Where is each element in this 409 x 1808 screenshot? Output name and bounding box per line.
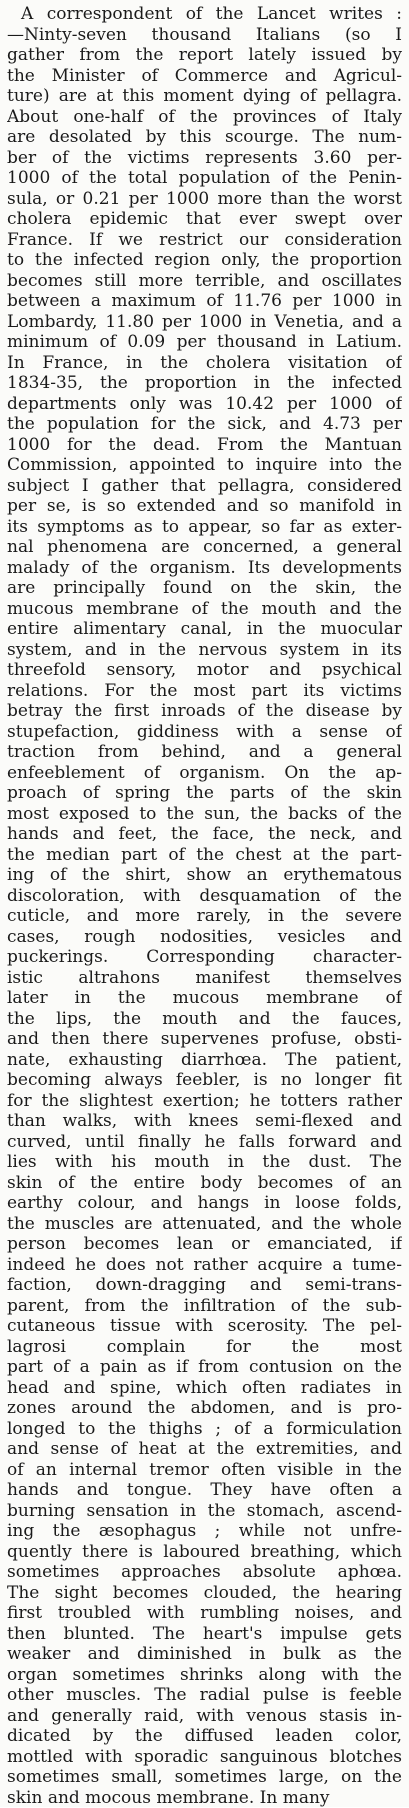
article-line: later in the mucous membrane of [7, 988, 402, 1009]
article-line: head and spine, which often radiates in [7, 1378, 402, 1399]
article-line: burning sensation in the stomach, ascend- [7, 1501, 402, 1522]
article-line: About one-half of the provinces of Italy [7, 107, 402, 128]
article-line: 1834-35, the proportion in the infected [7, 373, 402, 394]
article-line: sometimes small, sometimes large, on the [7, 1767, 402, 1788]
article-line: faction, down-dragging and semi-trans- [7, 1275, 402, 1296]
article-line: and generally raid, with venous stasis in- [7, 1706, 402, 1727]
article-line: and sense of heat at the extremities, and [7, 1439, 402, 1460]
article-line: nal phenomena are concerned, a general [7, 537, 402, 558]
article-line: longed to the thighs ; of a formiculation [7, 1419, 402, 1440]
article-line: skin of the entire body becomes of an [7, 1173, 402, 1194]
article-line: most exposed to the sun, the backs of the [7, 804, 402, 825]
article-line: per se, is so extended and so manifold in [7, 496, 402, 517]
article-line: for the slightest exertion; he totters rather [7, 1091, 402, 1112]
article-line: dicated by the diffused leaden color, [7, 1726, 402, 1747]
article-line: first troubled with rumbling noises, and [7, 1603, 402, 1624]
article-line: becoming always feebler, is no longer fit [7, 1070, 402, 1091]
article-line: sometimes approaches absolute aphœa. [7, 1562, 402, 1583]
article-line: The sight becomes clouded, the hearing [7, 1583, 402, 1604]
article-line: 1000 of the total population of the Penin- [7, 168, 402, 189]
article-line: part of a pain as if from contusion on the [7, 1357, 402, 1378]
article-line: entire alimentary canal, in the muocular [7, 619, 402, 640]
article-line: between a maximum of 11.76 per 1000 in [7, 291, 402, 312]
article-line: mottled with sporadic sanguinous blotches [7, 1747, 402, 1768]
article-line: are desolated by this scourge. The num- [7, 127, 402, 148]
article-line: relations. For the most part its victims [7, 681, 402, 702]
article-line: lagrosi complain for the most [7, 1337, 402, 1358]
article-line: than walks, with knees semi-flexed and [7, 1111, 402, 1132]
article-line: the muscles are attenuated, and the whole [7, 1214, 402, 1235]
article-line: quently there is laboured breathing, which [7, 1542, 402, 1563]
article-line: organ sometimes shrinks along with the [7, 1665, 402, 1686]
article-line: parent, from the infiltration of the sub- [7, 1296, 402, 1317]
article-line: puckerings. Corresponding character- [7, 947, 402, 968]
article-line: Commission, appointed to inquire into the [7, 455, 402, 476]
article-line: other muscles. The radial pulse is feeble [7, 1685, 402, 1706]
article-line: then blunted. The heart's impulse gets [7, 1624, 402, 1645]
article-line: its symptoms as to appear, so far as exter- [7, 517, 402, 538]
article-line: sula, or 0.21 per 1000 more than the worst [7, 189, 402, 210]
article-line: threefold sensory, motor and psychical [7, 660, 402, 681]
article-line: cutaneous tissue with scerosity. The pel- [7, 1316, 402, 1337]
article-line: hands and feet, the face, the neck, and [7, 824, 402, 845]
article-line: the median part of the chest at the part- [7, 845, 402, 866]
article-line: cholera epidemic that ever swept over [7, 209, 402, 230]
article-line: indeed he does not rather acquire a tume- [7, 1255, 402, 1276]
article-line: gather from the report lately issued by [7, 45, 402, 66]
article-line: Lombardy, 11.80 per 1000 in Venetia, and a [7, 312, 402, 333]
article-line: zones around the abdomen, and is pro- [7, 1398, 402, 1419]
article-line: nate, exhausting diarrhœa. The patient, [7, 1050, 402, 1071]
article-line: ing of the shirt, show an erythematous [7, 865, 402, 886]
article-line: and then there supervenes profuse, obsti- [7, 1029, 402, 1050]
article-line: to the infected region only, the proportion [7, 250, 402, 271]
article-line: enfeeblement of organism. On the ap- [7, 763, 402, 784]
article-line: are principally found on the skin, the [7, 578, 402, 599]
article-line: the lips, the mouth and the fauces, [7, 1009, 402, 1030]
article-line: cuticle, and more rarely, in the severe [7, 906, 402, 927]
article-line: mucous membrane of the mouth and the [7, 599, 402, 620]
article-line: earthy colour, and hangs in loose folds, [7, 1193, 402, 1214]
article-line: curved, until finally he falls forward and [7, 1132, 402, 1153]
article-line: —Ninty-seven thousand Italians (so I [7, 25, 402, 46]
article-line: betray the first inroads of the disease by [7, 701, 402, 722]
article-line: ing the æsophagus ; while not unfre- [7, 1521, 402, 1542]
article-line: the Minister of Commerce and Agricul- [7, 66, 402, 87]
article-line: of an internal tremor often visible in the [7, 1460, 402, 1481]
article-line: malady of the organism. Its developments [7, 558, 402, 579]
article-line: France. If we restrict our consideration [7, 230, 402, 251]
article-line: 1000 for the dead. From the Mantuan [7, 435, 402, 456]
article-line: proach of spring the parts of the skin [7, 783, 402, 804]
article-line: ture) are at this moment dying of pellagra. [7, 86, 402, 107]
article-line: discoloration, with desquamation of the [7, 886, 402, 907]
article-line: istic altrahons manifest themselves [7, 968, 402, 989]
article-line: weaker and diminished in bulk as the [7, 1644, 402, 1665]
article-column [7, 4, 402, 1808]
article-line: the population for the sick, and 4.73 per [7, 414, 402, 435]
article-line: departments only was 10.42 per 1000 of [7, 394, 402, 415]
article-line: becomes still more terrible, and oscillates [7, 271, 402, 292]
article-line: lies with his mouth in the dust. The [7, 1152, 402, 1173]
article-line: person becomes lean or emanciated, if [7, 1234, 402, 1255]
article-line: A correspondent of the Lancet writes : [7, 4, 402, 25]
article-line: stupefaction, giddiness with a sense of [7, 722, 402, 743]
article-line: subject I gather that pellagra, considered [7, 476, 402, 497]
article-line: minimum of 0.09 per thousand in Latium. [7, 332, 402, 353]
article-line: traction from behind, and a general [7, 742, 402, 763]
article-line: cases, rough nodosities, vesicles and [7, 927, 402, 948]
article-line: ber of the victims represents 3.60 per- [7, 148, 402, 169]
article-line: system, and in the nervous system in its [7, 640, 402, 661]
article-line: hands and tongue. They have often a [7, 1480, 402, 1501]
article-line: skin and mocous membrane. In many [7, 1788, 402, 1808]
article-line: In France, in the cholera visitation of [7, 353, 402, 374]
